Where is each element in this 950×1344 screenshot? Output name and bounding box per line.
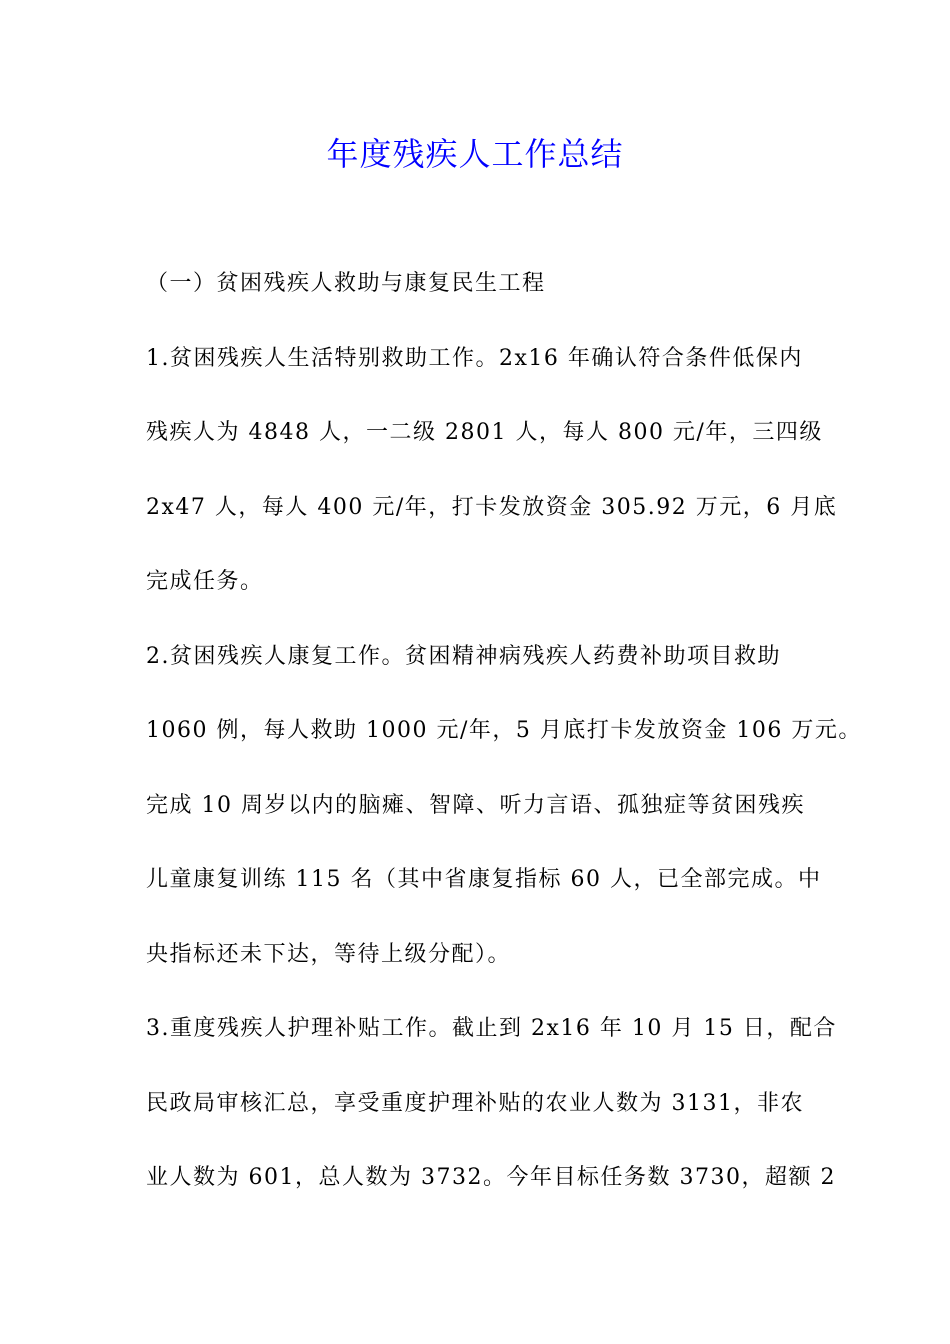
paragraph-line: 1060 例，每人救助 1000 元/年，5 月底打卡发放资金 106 万元。: [146, 718, 862, 743]
paragraph-line: 完成 10 周岁以内的脑瘫、智障、听力言语、孤独症等贫困残疾: [146, 792, 805, 818]
paragraph-line: 央指标还未下达，等待上级分配）。: [146, 941, 512, 967]
document-body: [146, 258, 862, 1227]
paragraph-line: 儿童康复训练 115 名（其中省康复指标 60 人，已全部完成。中: [146, 867, 822, 892]
paragraph-line: 完成任务。: [146, 569, 264, 594]
paragraph-line: 民政局审核汇总，享受重度护理补贴的农业人数为 3131，非农: [146, 1090, 804, 1116]
section-heading: （一）贫困残疾人救助与康复民生工程: [146, 271, 546, 296]
paragraph-line: 2.贫困残疾人康复工作。贫困精神病残疾人药费补助项目救助: [146, 643, 781, 669]
paragraph-line: 2x47 人，每人 400 元/年，打卡发放资金 305.92 万元，6 月底: [146, 494, 838, 520]
document-title: 年度残疾人工作总结: [326, 135, 624, 173]
paragraph-line: 残疾人为 4848 人，一二级 2801 人，每人 800 元/年，三四级: [146, 420, 823, 445]
paragraph-line: 1.贫困残疾人生活特别救助工作。2x16 年确认符合条件低保内: [146, 345, 803, 371]
paragraph-line: 3.重度残疾人护理补贴工作。截止到 2x16 年 10 月 15 日，配合: [146, 1016, 837, 1041]
paragraph-line: 业人数为 601，总人数为 3732。今年目标任务数 3730，超额 2: [146, 1165, 836, 1190]
